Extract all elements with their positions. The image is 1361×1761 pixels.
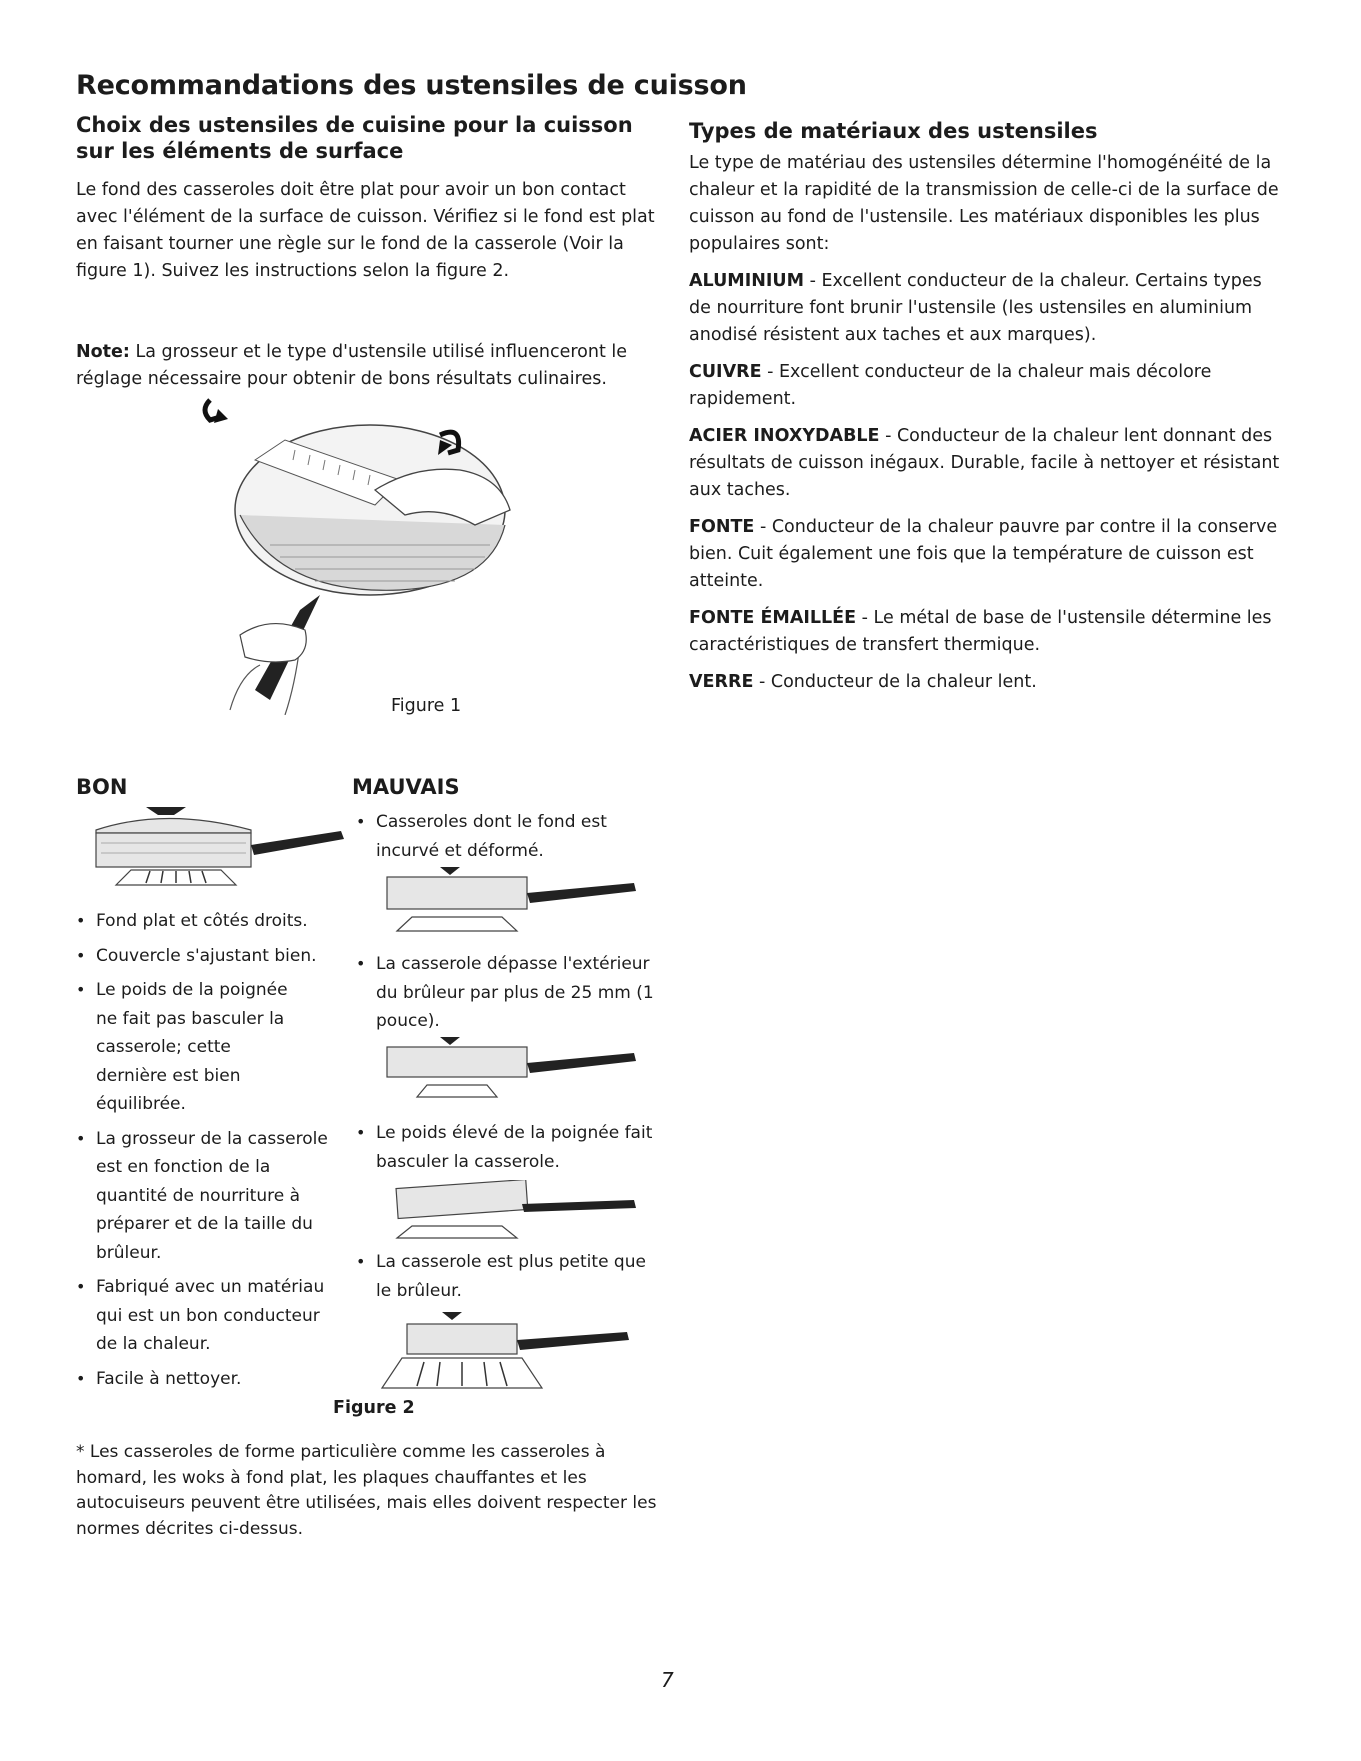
bon-list xyxy=(76,907,346,1393)
mauvais-pan-1 xyxy=(372,865,642,935)
mauvais-heading: MAUVAIS xyxy=(352,775,460,799)
note-text: La grosseur et le type d'ustensile utilisé influenceront le réglage nécessaire pour obtenir de bons résultats culinaires. xyxy=(76,342,627,389)
material-acier xyxy=(689,423,1289,504)
mauvais-pan-4 xyxy=(372,1310,642,1390)
material-fonte-emaillee xyxy=(689,605,1289,659)
bon-item: • Fabriqué avec un matériau qui est un bon conducteur de la chaleur. xyxy=(76,1273,331,1359)
material-desc: - Excellent conducteur de la chaleur. Certains types de nourriture font brunir l'ustensile (les ustensiles en aluminium anodisé résistent aux taches et aux marques). xyxy=(689,271,1262,345)
bon-item: • Fond plat et côtés droits. xyxy=(76,907,346,936)
bon-item: • Le poids de la poignée ne fait pas basculer la casserole; cette dernière est bien équilibrée. xyxy=(76,976,296,1119)
material-fonte xyxy=(689,514,1289,595)
material-term: FONTE xyxy=(689,517,755,537)
left-heading: Choix des ustensiles de cuisine pour la cuisson sur les éléments de surface xyxy=(76,113,633,163)
bon-item: • La grosseur de la casserole est en fonction de la quantité de nourriture à préparer et de la taille du brûleur. xyxy=(76,1125,336,1268)
left-intro: Le fond des casseroles doit être plat pour avoir un bon contact avec l'élément de la surface de cuisson. Vérifiez si le fond est plat en faisant tourner une règle sur le fond de la casserole (Voir la figure 1). Suivez les instructions selon la figure 2. xyxy=(76,180,655,281)
mauvais-item-1-wrap xyxy=(356,808,666,865)
material-term: CUIVRE xyxy=(689,362,762,382)
figure1-caption: Figure 1 xyxy=(391,696,462,716)
mauvais-item-3-wrap xyxy=(356,1119,676,1176)
material-term: VERRE xyxy=(689,672,754,692)
bon-item: • Couvercle s'ajustant bien. xyxy=(76,942,346,971)
mauvais-pan-3 xyxy=(372,1180,642,1240)
figure1-illustration xyxy=(200,395,540,715)
mauvais-item: • Le poids élevé de la poignée fait basculer la casserole. xyxy=(356,1119,676,1176)
bon-list-wrap xyxy=(76,907,346,1393)
mauvais-pan-2 xyxy=(372,1035,642,1100)
material-verre xyxy=(689,669,1289,696)
material-desc: - Conducteur de la chaleur lent donnant des résultats de cuisson inégaux. Durable, facile à nettoyer et résistant aux taches. xyxy=(689,426,1280,500)
mauvais-item: • La casserole dépasse l'extérieur du brûleur par plus de 25 mm (1 pouce). xyxy=(356,950,666,1036)
footnote: * Les casseroles de forme particulière comme les casseroles à homard, les woks à fond plat, les plaques chauffantes et les autocuiseurs peuvent être utilisées, mais elles doivent respecter les normes décrites ci-dessus. xyxy=(76,1442,657,1539)
mauvais-item-2-wrap xyxy=(356,950,666,1036)
material-term: ACIER INOXYDABLE xyxy=(689,426,880,446)
bon-item: • Facile à nettoyer. xyxy=(76,1365,346,1394)
material-term: ALUMINIUM xyxy=(689,271,804,291)
page-number: 7 xyxy=(661,1668,674,1692)
note-paragraph xyxy=(76,339,666,393)
material-desc: - Excellent conducteur de la chaleur mais décolore rapidement. xyxy=(689,362,1212,409)
bon-heading: BON xyxy=(76,775,128,799)
material-desc: - Le métal de base de l'ustensile détermine les caractéristiques de transfert thermique. xyxy=(689,608,1272,655)
figure2-caption: Figure 2 xyxy=(333,1398,415,1418)
right-heading: Types de matériaux des ustensiles xyxy=(689,119,1098,143)
material-aluminium xyxy=(689,268,1289,349)
material-cuivre xyxy=(689,359,1289,413)
mauvais-item: • Casseroles dont le fond est incurvé et déformé. xyxy=(356,808,666,865)
page-title: Recommandations des ustensiles de cuisson xyxy=(76,70,747,101)
material-term: FONTE ÉMAILLÉE xyxy=(689,608,857,628)
mauvais-item-4-wrap xyxy=(356,1248,666,1305)
material-desc: - Conducteur de la chaleur pauvre par contre il la conserve bien. Cuit également une fois que la température de cuisson est atteinte. xyxy=(689,517,1278,591)
materials-intro: Le type de matériau des ustensiles détermine l'homogénéité de la chaleur et la rapidité de la transmission de celle-ci de la surface de cuisson au fond de l'ustensile. Les matériaux disponibles les plus populaires sont: xyxy=(689,153,1279,254)
material-desc: - Conducteur de la chaleur lent. xyxy=(753,672,1037,692)
mauvais-item: • La casserole est plus petite que le brûleur. xyxy=(356,1248,666,1305)
bon-pan-illustration xyxy=(76,795,351,895)
right-content xyxy=(689,150,1289,706)
note-label: Note: xyxy=(76,342,130,362)
